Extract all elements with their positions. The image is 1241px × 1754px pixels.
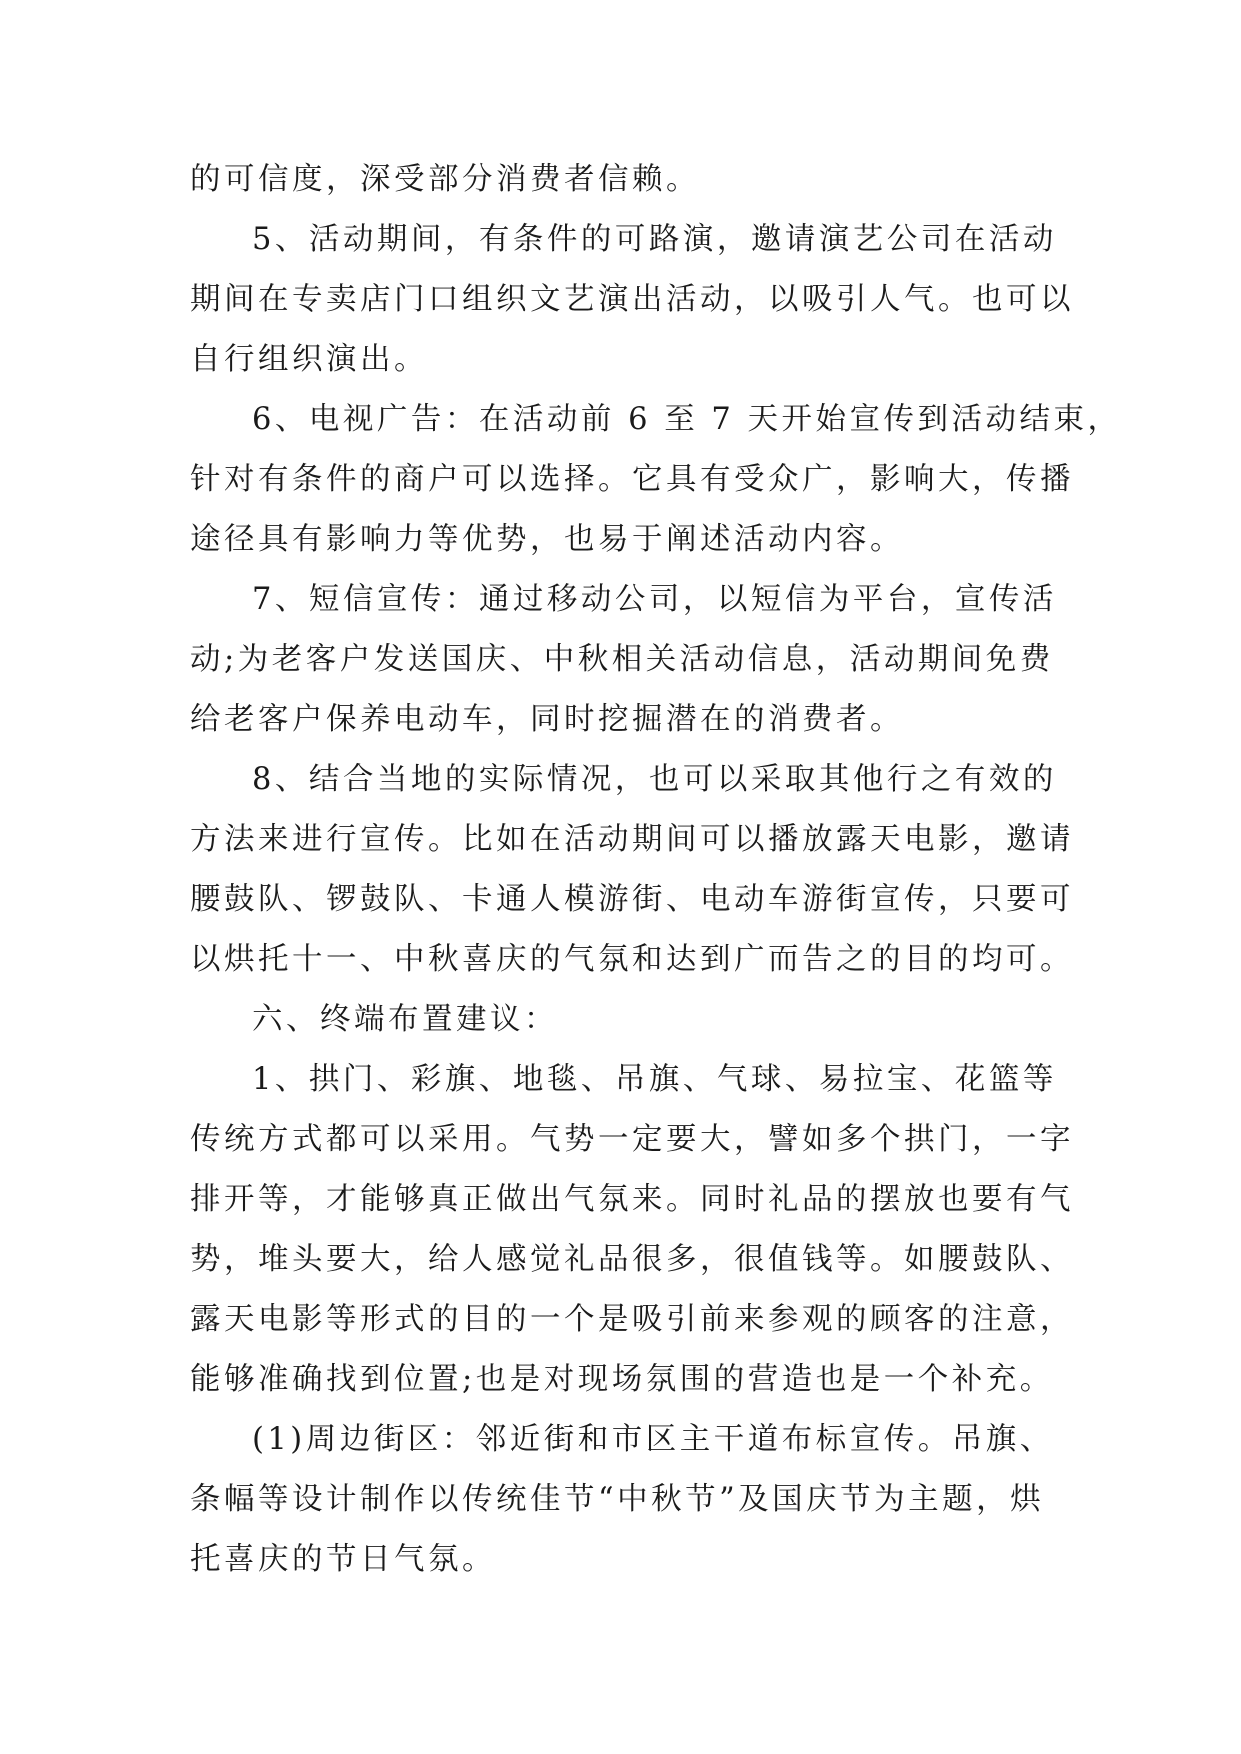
text-line: 动;为老客户发送国庆、中秋相关活动信息，活动期间免费 (190, 642, 1054, 677)
text-line: 传统方式都可以采用。气势一定要大，譬如多个拱门，一字 (190, 1122, 1074, 1157)
text-line: 途径具有影响力等优势，也易于阐述活动内容。 (190, 522, 904, 557)
text-line: 5、活动期间，有条件的可路演，邀请演艺公司在活动 (252, 222, 1057, 257)
text-line: 排开等，才能够真正做出气氛来。同时礼品的摆放也要有气 (190, 1182, 1074, 1217)
text-line: 针对有条件的商户可以选择。它具有受众广，影响大，传播 (190, 462, 1074, 497)
text-line: 的可信度，深受部分消费者信赖。 (190, 162, 700, 197)
text-line: 方法来进行宣传。比如在活动期间可以播放露天电影，邀请 (190, 822, 1074, 857)
text-line: 以烘托十一、中秋喜庆的气氛和达到广而告之的目的均可。 (190, 942, 1074, 977)
text-line: 托喜庆的节日气氛。 (190, 1542, 496, 1577)
text-line: 期间在专卖店门口组织文艺演出活动，以吸引人气。也可以 (190, 282, 1074, 317)
text-line: 自行组织演出。 (190, 342, 428, 377)
text-line: 六、终端布置建议： (252, 1002, 558, 1037)
text-line: 条幅等设计制作以传统佳节“中秋节”及国庆节为主题，烘 (190, 1482, 1045, 1517)
text-line: 7、短信宣传：通过移动公司，以短信为平台，宣传活 (252, 582, 1057, 617)
text-line: 能够准确找到位置;也是对现场氛围的营造也是一个补充。 (190, 1362, 1054, 1397)
text-line: 露天电影等形式的目的一个是吸引前来参观的顾客的注意， (190, 1302, 1074, 1337)
text-line: 势，堆头要大，给人感觉礼品很多，很值钱等。如腰鼓队、 (190, 1242, 1074, 1277)
text-line: 腰鼓队、锣鼓队、卡通人模游街、电动车游街宣传，只要可 (190, 882, 1074, 917)
text-line: 给老客户保养电动车，同时挖掘潜在的消费者。 (190, 702, 904, 737)
text-line: 1、拱门、彩旗、地毯、吊旗、气球、易拉宝、花篮等 (252, 1062, 1057, 1097)
body-text (190, 150, 1122, 1590)
text-line: 8、结合当地的实际情况，也可以采取其他行之有效的 (252, 762, 1057, 797)
text-line: (1)周边街区：邻近街和市区主干道布标宣传。吊旗、 (252, 1422, 1054, 1457)
text-line: 6、电视广告：在活动前 6 至 7 天开始宣传到活动结束， (252, 402, 1122, 437)
